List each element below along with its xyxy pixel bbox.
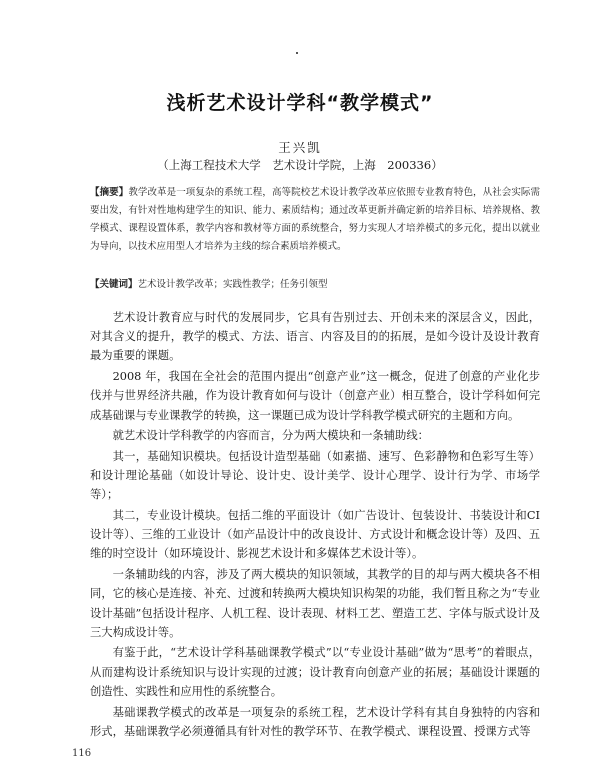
paragraph-5: 其二，专业设计模块。包括二维的平面设计（如广告设计、包装设计、书装设计和CI 设计等）、三维的工业设计（如产品设计中的改良设计、方式设计和概念设计等）及四、五维的时空设计（如环境设计、影视艺术设计和多媒体艺术设计等）。 bbox=[90, 509, 540, 561]
paragraph-3: 就艺术设计学科教学的内容而言，分为两大模块和一条辅助线： bbox=[112, 429, 429, 443]
paragraph-7: 有鉴于此，“艺术设计学科基础课教学模式”以“专业设计基础”做为“思考”的着眼点，从而建构设计系统知识与设计实现的过渡；设计教育向创意产业的拓展；基础设计课题的创造性、实践性和应用性的系统整合。 bbox=[90, 646, 540, 698]
body-text bbox=[90, 308, 540, 741]
keywords bbox=[90, 277, 540, 293]
abstract-label: 【摘要】 bbox=[90, 187, 129, 198]
speck-mark bbox=[296, 52, 298, 54]
author-name: 王兴凯 bbox=[278, 140, 322, 155]
paragraph-6: 一条辅助线的内容，涉及了两大模块的知识领域，其教学的目的却与两大模块各不相同，它的核心是连接、补充、过渡和转换两大模块知识构架的功能，我们暂且称之为“专业设计基础”包括设计程序、人机工程、设计表现、材料工艺、塑造工艺、字体与版式设计及三大构成设计等。 bbox=[90, 568, 540, 639]
abstract bbox=[90, 184, 540, 256]
abstract-text: 教学改革是一项复杂的系统工程，高等院校艺术设计教学改革应依照专业教育特色，从社会实际需要出发，有针对性地构建学生的知识、能力、素质结构；通过改革更新并确定新的培养目标、培养规格、教学模式、课程设置体系，教学内容和教材等方面的系统整合，努力实现人才培养模式的多元化，提出以就业为导向，以技术应用型人才培养为主线的综合素质培养模式。 bbox=[90, 187, 540, 252]
paragraph-8: 基础课教学模式的改革是一项复杂的系统工程，艺术设计学科有其自身独特的内容和形式，基础课教学必须遵循具有针对性的教学环节、在教学模式、课程设置、授课方式等 bbox=[90, 705, 540, 738]
keywords-text: 艺术设计教学改革；实践性教学；任务引领型 bbox=[137, 279, 328, 290]
paragraph-2: 2008 年，我国在全社会的范围内提出“创意产业”这一概念，促进了创意的产业化步伐并与世界经济共融，作为设计教育如何与设计（创意产业）相互整合，设计学科如何完成基础课与专业课教学的转换，这一课题已成为设计学科教学模式研究的主题和方向。 bbox=[90, 370, 540, 422]
keywords-label: 【关键词】 bbox=[90, 279, 138, 290]
paragraph-4: 其一，基础知识模块。包括设计造型基础（如素描、速写、色彩静物和色彩写生等）和设计理论基础（如设计导论、设计史、设计美学、设计心理学、设计行为学、市场学等）； bbox=[90, 449, 540, 502]
paper-title: 浅析艺术设计学科“教学模式” bbox=[166, 92, 434, 114]
page-number: 116 bbox=[72, 748, 92, 759]
paragraph-1: 艺术设计教育应与时代的发展同步，它具有告别过去、开创未来的深层含义，因此，对其含义的提升，教学的模式、方法、语言、内容及目的的拓展，是如今设计及设计教育最为重要的课题。 bbox=[90, 311, 540, 363]
author-affiliation: （上海工程技术大学 艺术设计学院，上海 200336） bbox=[157, 158, 443, 172]
